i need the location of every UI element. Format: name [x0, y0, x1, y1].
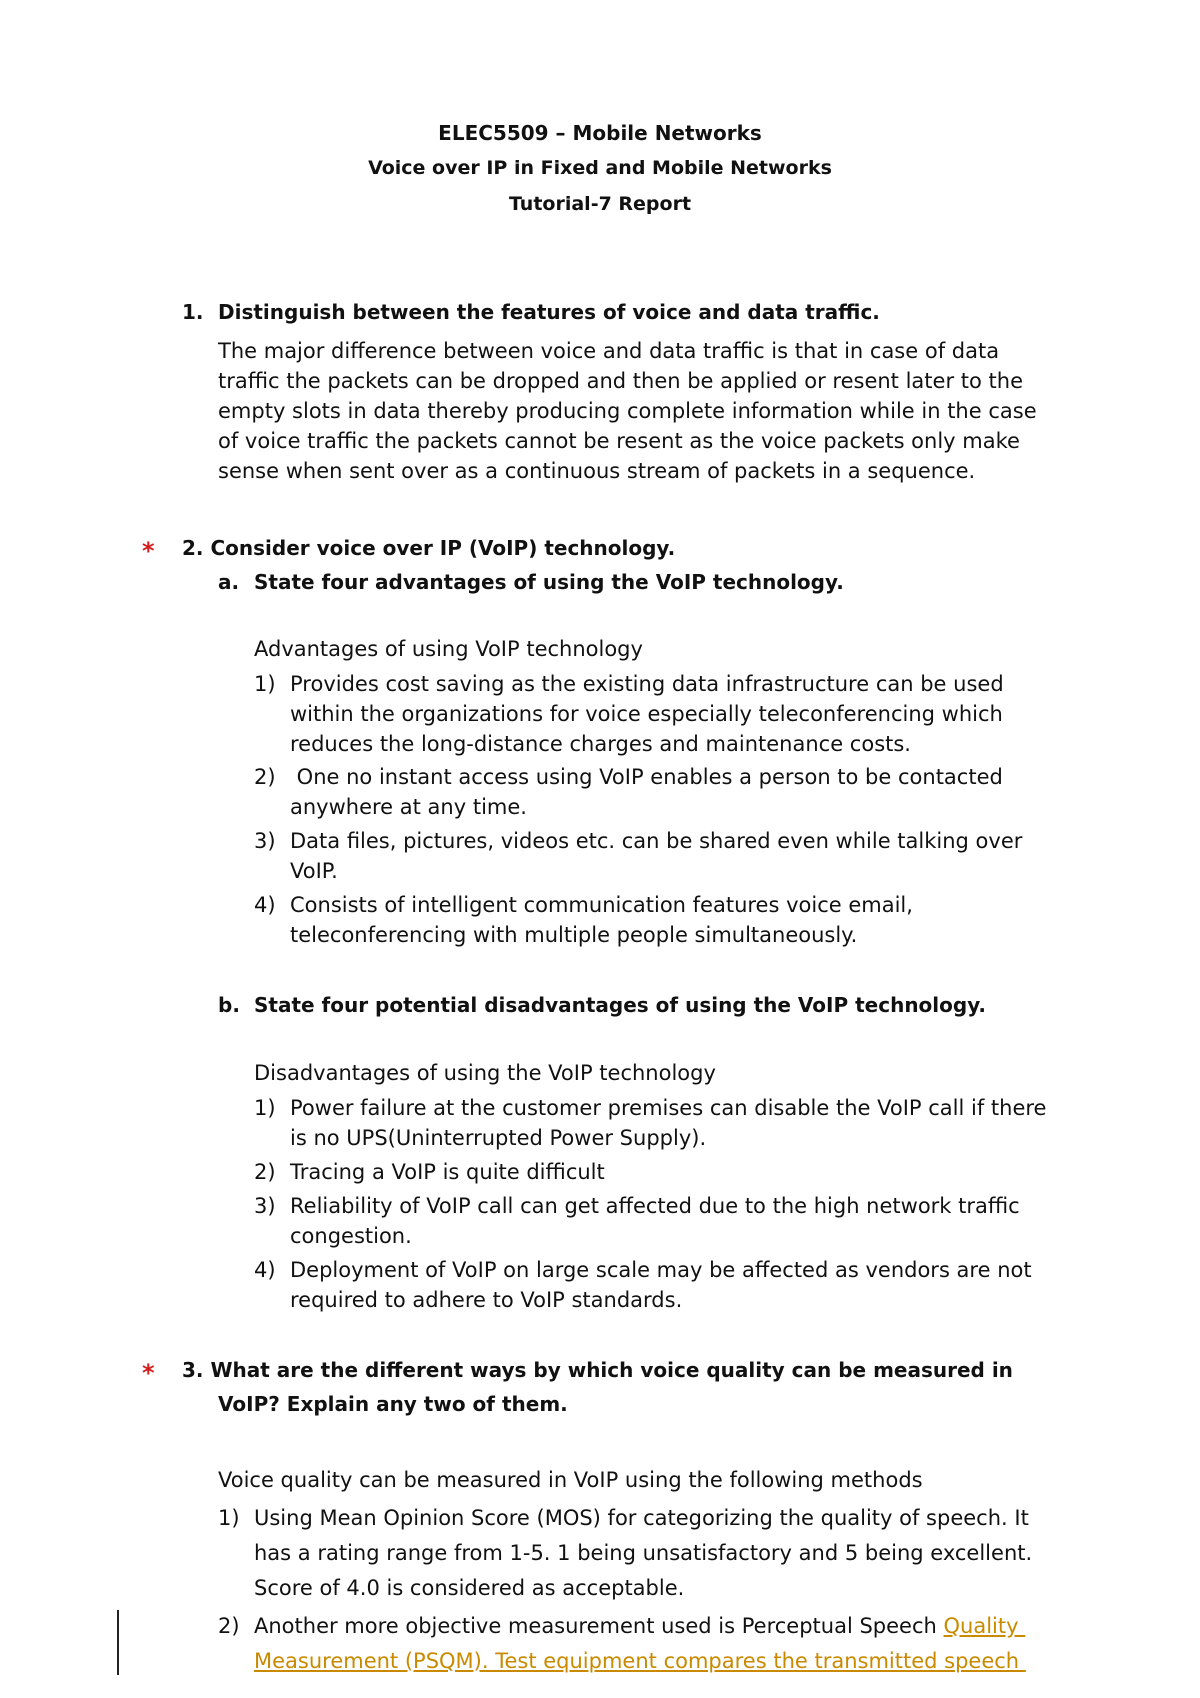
q1-answer-line: The major difference between voice and data traffic is that in case of data	[218, 339, 1000, 363]
q2a-label: a.	[218, 570, 240, 594]
q1-number: 1.	[182, 300, 204, 324]
psqm-link[interactable]: Quality	[943, 1614, 1026, 1638]
list-number: 2)	[218, 1614, 240, 1638]
list-number: 2)	[254, 765, 276, 789]
list-item-line: Data files, pictures, videos etc. can be shared even while talking over	[290, 829, 1023, 853]
document-subtitle: Voice over IP in Fixed and Mobile Networks	[368, 157, 832, 179]
q2a-question: State four advantages of using the VoIP technology.	[254, 570, 844, 594]
list-number: 1)	[254, 672, 276, 696]
list-number: 3)	[254, 1194, 276, 1218]
list-item-line	[254, 1649, 1026, 1673]
q1-answer-line: empty slots in data thereby producing complete information while in the case	[218, 399, 1037, 423]
q1-answer-line: of voice traffic the packets cannot be resent as the voice packets only make	[218, 429, 1020, 453]
q3-intro: Voice quality can be measured in VoIP using the following methods	[218, 1468, 923, 1492]
red-asterisk-icon: *	[142, 1359, 155, 1387]
advantages-intro: Advantages of using VoIP technology	[254, 637, 643, 661]
list-item-line: VoIP.	[290, 859, 338, 883]
list-item-line: Provides cost saving as the existing data infrastructure can be used	[290, 672, 1004, 696]
list-number: 2)	[254, 1160, 276, 1184]
list-item-line: is no UPS(Uninterrupted Power Supply).	[290, 1126, 707, 1150]
q1-question: Distinguish between the features of voice and data traffic.	[218, 300, 880, 324]
q3-question-line1: 3. What are the different ways by which voice quality can be measured in	[182, 1358, 1013, 1382]
red-asterisk-icon: *	[142, 537, 155, 565]
list-item-line: has a rating range from 1-5. 1 being unsatisfactory and 5 being excellent.	[254, 1541, 1033, 1565]
list-number: 4)	[254, 893, 276, 917]
list-item-line: teleconferencing with multiple people simultaneously.	[290, 923, 858, 947]
list-item-line: Using Mean Opinion Score (MOS) for categorizing the quality of speech. It	[254, 1506, 1029, 1530]
q2-question: 2. Consider voice over IP (VoIP) technology.	[182, 536, 676, 560]
disadvantages-intro: Disadvantages of using the VoIP technology	[254, 1061, 716, 1085]
list-number: 1)	[254, 1096, 276, 1120]
list-item-line	[254, 1614, 1025, 1638]
list-item-text: Another more objective measurement used is Perceptual Speech	[254, 1614, 944, 1638]
text-cursor	[117, 1610, 119, 1675]
list-number: 3)	[254, 829, 276, 853]
list-item-line: Power failure at the customer premises can disable the VoIP call if there	[290, 1096, 1047, 1120]
list-item-line: congestion.	[290, 1224, 412, 1248]
list-item-line: Reliability of VoIP call can get affected due to the high network traffic	[290, 1194, 1020, 1218]
list-item-line: Consists of intelligent communication features voice email,	[290, 893, 913, 917]
psqm-link[interactable]: Measurement (PSQM). Test equipment compares the transmitted speech	[254, 1649, 1026, 1673]
list-item-line: Score of 4.0 is considered as acceptable.	[254, 1576, 685, 1600]
q1-answer-line: traffic the packets can be dropped and then be applied or resent later to the	[218, 369, 1023, 393]
list-item-line: Tracing a VoIP is quite difficult	[290, 1160, 605, 1184]
q2b-question: State four potential disadvantages of using the VoIP technology.	[254, 993, 987, 1017]
q1-answer-line: sense when sent over as a continuous stream of packets in a sequence.	[218, 459, 976, 483]
report-title: Tutorial-7 Report	[508, 193, 692, 215]
list-item-line: reduces the long-distance charges and maintenance costs.	[290, 732, 911, 756]
list-item-line: Deployment of VoIP on large scale may be affected as vendors are not	[290, 1258, 1032, 1282]
list-item-line: One no instant access using VoIP enables a person to be contacted	[290, 765, 1003, 789]
list-number: 1)	[218, 1506, 240, 1530]
list-number: 4)	[254, 1258, 276, 1282]
course-title: ELEC5509 – Mobile Networks	[438, 121, 762, 145]
q3-question-line2: VoIP? Explain any two of them.	[218, 1392, 568, 1416]
list-item-line: within the organizations for voice especially teleconferencing which	[290, 702, 1003, 726]
list-item-line: required to adhere to VoIP standards.	[290, 1288, 683, 1312]
q2b-label: b.	[218, 993, 240, 1017]
list-item-line: anywhere at any time.	[290, 795, 527, 819]
